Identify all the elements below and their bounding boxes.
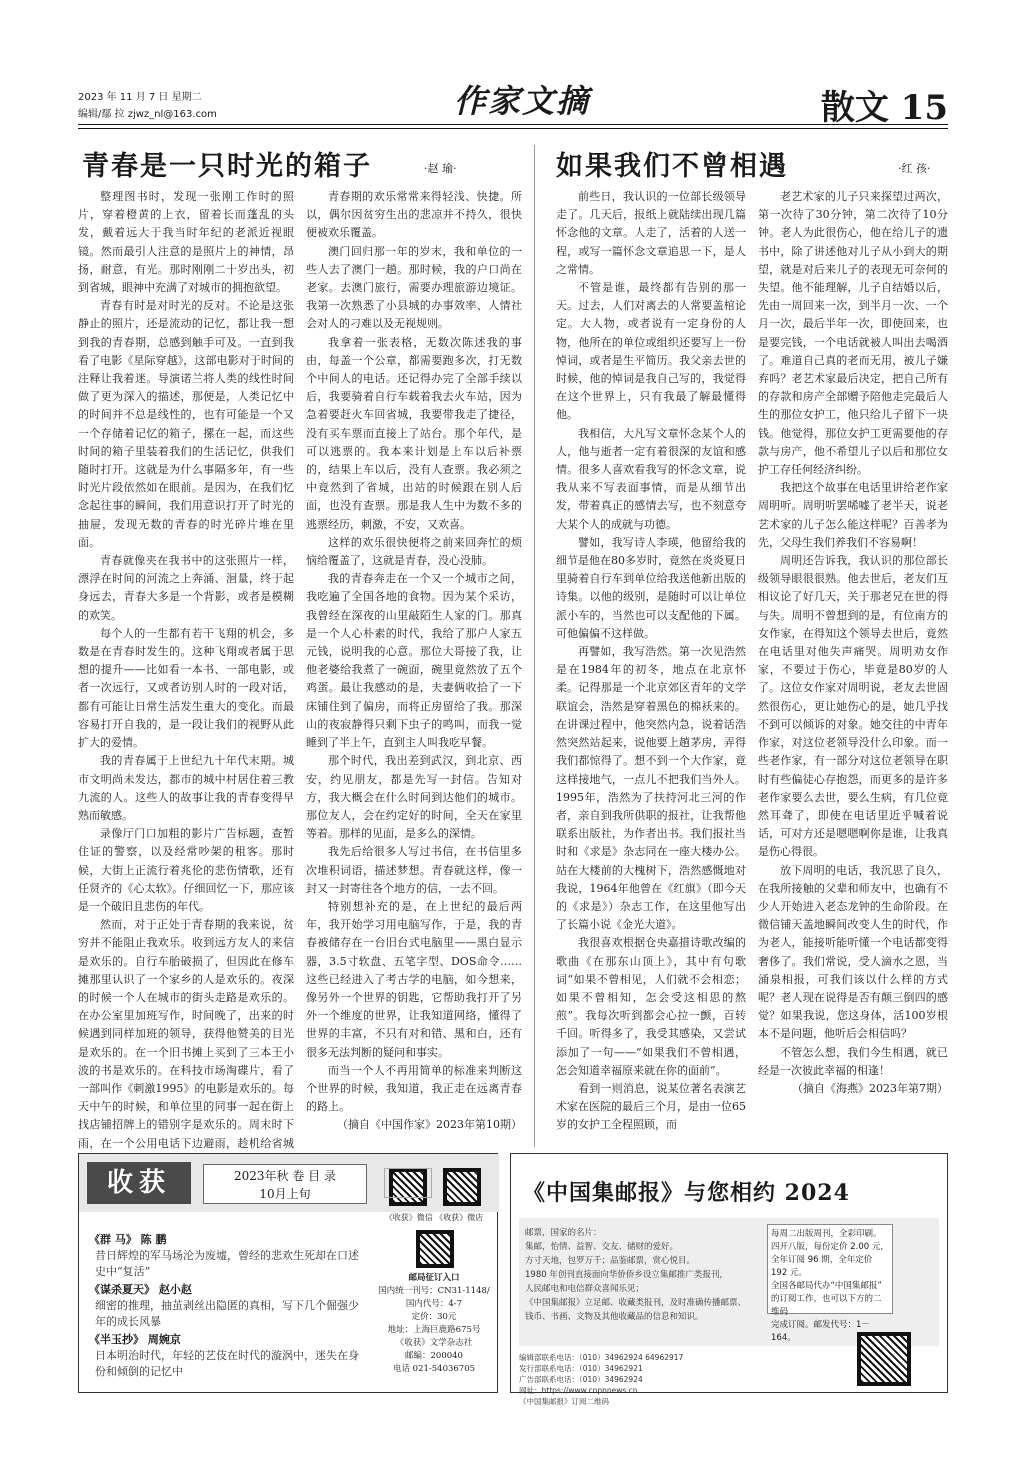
catalog-subtitle: 10月上旬 bbox=[259, 1187, 311, 1201]
stamp-icon bbox=[384, 1168, 432, 1198]
info-line: 方寸天地，包罗万千；品鉴邮票，赏心悦目。 bbox=[525, 1256, 696, 1266]
catalog-title: 2023年秋 卷 目 录 bbox=[234, 1169, 336, 1183]
page-header bbox=[78, 82, 948, 128]
info-line: 集邮，怡情、益智、交友、储财的爱好。 bbox=[525, 1242, 679, 1252]
header-rule bbox=[78, 124, 948, 125]
info-line: 网址：https://www.cnpnnews.cn bbox=[519, 1386, 638, 1395]
paragraph: 再譬如，我写浩然。第一次见浩然是在1984年的初冬，地点在北京怀柔。记得那是一个北京郊区青年的文学联谊会，浩然是穿着黑色的棉袄来的。在讲课过程中，他突然内急，说着话浩然突然站起来，说他要上趟茅房，弄得我们都惊得了。想不到一个大作家，竟这样接地气，一点儿不把我们当外人。1995年，浩然为了扶持河北三河的作者，亲自到我所供职的报社，让我帮他联系出版社，为作者出书。我们报社当时和《求是》杂志同在一座大楼办公。站在大楼前的大槐树下，浩然感慨地对我说，1964年他曾在《红旗》（即今天的《求是》）杂志工作，在这里他写出了长篇小说《金光大道》。 bbox=[556, 645, 746, 932]
paragraph: 我很喜欢根据仓央嘉措诗歌改编的歌曲《在那东山顶上》，其中有句歌词“如果不曾相见，人们就不会相恋；如果不曾相知，怎会受这相思的熬煎”。我每次听到都会心拉一颤，百转千回。听得多了，我受其感染，又尝试添加了一句——“如果我们不曾相遇，怎会知道幸福原来就在你的面前”。 bbox=[556, 936, 746, 1077]
post-qr-caption: 邮局征订入口 bbox=[408, 1273, 460, 1283]
info-line: 定价：30元 bbox=[411, 1312, 457, 1322]
info-line: 完成订阅。邮发代号：1－164。 bbox=[771, 1320, 870, 1343]
paragraph: 不管是谁，最终都有告别的那一天。过去，人们对离去的人常要盖棺论定。大人物，或者说有一定身份的人物，他所在的单位或组织还要写上一份悼词，或者是生平简历。我父亲去世的时候，他的悼词是我自己写的，我觉得在这个世界上，只有我最了解最懂得他。 bbox=[556, 281, 746, 422]
left-article-column-2 bbox=[306, 188, 522, 1146]
paragraph: 然而，对于正处于青春期的我来说，贫穷并不能阻止我欢乐。收到远方友人的来信是欢乐的。自行车胎破损了，但因此在修车摊那里认识了一个家乡的人是欢乐的。夜深的时候一个人在城市的街头走路是欢乐的。在办公室里加班写作，时间晚了，出来的时候遇到同样加班的领导，获得他赞美的目光是欢乐的。在一个旧书摊上买到了三本王小波的书是欢乐的。在科技市场淘碟片，看了一部叫作《刺激1995》的电影是欢乐的。每天中午的时候，和单位里的同事一起在街上找店铺招牌上的错别字是欢乐的。周末时下雨，在一个公用电话下边避雨，趁机给省城 bbox=[78, 918, 294, 1150]
paragraph: 我把这个故事在电话里讲给老作家周明听。周明听罢唏嘘了老半天，说老艺术家的儿子怎么能这样呢？百善孝为先，父母生我们养我们不容易啊！ bbox=[758, 481, 948, 549]
article-source: （摘自《海燕》2023年第7期） bbox=[792, 1081, 948, 1095]
paragraph: 每个人的一生都有若干飞翔的机会，多数是在青春时发生的。这种飞翔或者属于思想的提升——比如看一本书、一部电影，或者一次远行，又或者访别人时的一段对话，都有可能让日常生活发生重大的变化。而最容易打开自我的，是一段让我们的视野从此扩大的爱情。 bbox=[78, 626, 294, 750]
publication-details bbox=[375, 1285, 493, 1376]
paragraph: 我的青春属于上世纪九十年代末期。城市文明尚未发达，都市的城中村居住着三教九流的人。这些人的故事让我的青春变得早熟而敏感。 bbox=[78, 754, 294, 822]
paragraph: 澳门回归那一年的岁末，我和单位的一些人去了澳门一趟。那时候，我的户口尚在老家。去澳门旅行，需要办理旅游边境证。我第一次熟悉了小县城的办事效率、人情社会对人的刁难以及无视规则。 bbox=[306, 244, 522, 331]
paragraph: 老艺术家的儿子只来探望过两次，第一次待了30分钟，第二次待了10分钟。老人为此很伤心，他在给儿子的遗书中，除了讲述他对儿子从小到大的期望，就是对后来儿子的表现无可奈何的失望。他不能理解，儿子自结婚以后，先由一周回来一次，到半月一次、一个月一次，最后半年一次，即使回来，也是要完钱，一个电话就被人叫出去喝酒了。难道自己真的老而无用，被儿子嫌弃吗？老艺术家最后决定，把自己所有的存款和房产全部赠予陪他走完最后人生的那位女护工，他只给儿子留下一块钱。他觉得，那位女护工更需要他的存款与房产，他不希望儿子以后和那位女护工存任何经济纠纷。 bbox=[758, 190, 948, 477]
paragraph: 青春期的欢乐常常来得轻浅、快捷。所以，偶尔因贫穷生出的悲凉并不持久，很快便被欢乐覆盖。 bbox=[306, 190, 522, 240]
left-article-byline: ·赵 瑜· bbox=[424, 162, 457, 175]
info-line: 钱币、书画、文物及其他收藏品的信息和知识。 bbox=[525, 1312, 704, 1322]
paragraph: 特别想补充的是，在上世纪的最后两年，我开始学习用电脑写作，于是，我的青春被储存在一台旧台式电脑里——黑白显示器，3.5寸软盘、五笔字型、DOS命令……这些已经进入了考古学的电脑，如今想来，像另外一个世界的钥匙，它帮助我打开了另外一个维度的世界，让我知道网络，懂得了世界的丰富，不只有对和错、黑和白，还有很多无法判断的疑问和事实。 bbox=[306, 899, 522, 1059]
paragraph: 放下周明的电话，我沉思了良久，在我所接触的父辈和师友中，也确有不少人开始进入老态龙钟的生命阶段。在微信铺天盖地瞬间改变人生的时代，作为老人，能接听能听懂一个电话都变得奢侈了。我们常说，受人滴水之恩，当涌泉相报，可我们该以什么样的方式呢？老人现在说得是否有颠三倒四的感觉？如果我说，您这身体，活100岁根本不是问题，他听后会相信吗？ bbox=[758, 863, 948, 1041]
right-article-title: 如果我们不曾相遇 bbox=[556, 151, 788, 182]
editor-line: 编辑/鄢 拉 zjwz_nl@163.com bbox=[78, 109, 217, 120]
info-line: 的订阅工作，也可以下方的二维码 bbox=[771, 1294, 882, 1317]
section-label: 散文 15 bbox=[820, 88, 948, 128]
catalog-list bbox=[89, 1230, 365, 1380]
paragraph: 青春就像夹在我书中的这张照片一样，漂浮在时间的河流之上奔涌、洄量，终于起身远去，青春大多是一个背影，或者是模糊的欢笑。 bbox=[78, 554, 294, 622]
info-line: 《收获》文学杂志社 bbox=[395, 1338, 473, 1348]
info-line: 地址：上海巨鹿路675号 bbox=[387, 1325, 481, 1335]
info-line: 国内统一刊号：CN31-1148/ bbox=[378, 1286, 490, 1296]
catalog-item-desc: 细密的推理，抽茧剥丝出隐匿的真相，写下几个倔强少年的成长风暴 bbox=[95, 1299, 359, 1328]
info-line: 四开八版，每份定价 2.00 元， bbox=[771, 1242, 889, 1252]
paragraph: 青春有时是对时光的反对。不论是这张静止的照片，还是流动的记忆，都让我一想到我的青春期，总感到触手可及。一直到我看了电影《星际穿越》，这部电影对于时间的注释让我着迷。导演诺兰将人类的线性时间做了更为深入的描述，那便是，人类记忆中的时间并不总是线性的，也有可能是一个又一个存储着记忆的箱子，摞在一起，而这些时间的箱子里装着我们的生活记忆，供我们随时打开。这就是为什么事隔多年，有一些时光片段依然如在眼前。是因为，在我们忆念起往事的瞬间，我们用意识打开了时光的抽屉，发现无数的青春的时光碎片堆在里面。 bbox=[78, 299, 294, 549]
paragraph: 我先后给很多人写过书信，在书信里多次堆积词语，描述梦想。青春就这样，像一封又一封寄往各个地方的信，一去不回。 bbox=[306, 845, 522, 895]
stamp-ad-price bbox=[767, 1224, 893, 1343]
info-line: 《中国集邮报》立足邮、收藏类报刊，及时准确传播邮票、 bbox=[525, 1298, 747, 1308]
publication-info bbox=[375, 1272, 493, 1376]
shouhuo-ad bbox=[78, 1153, 498, 1393]
info-line: 广告部联系电话：（010）34962924 bbox=[519, 1375, 643, 1384]
info-line: 电话 021-54036705 bbox=[392, 1364, 476, 1374]
article-source: （摘自《中国作家》2023年第10期） bbox=[337, 1118, 522, 1132]
catalog-title-box bbox=[203, 1164, 367, 1204]
info-line: 全年订阅 96 期，全年定价 192 元。 bbox=[771, 1255, 873, 1278]
paragraph: 我相信，大凡写文章怀念某个人的人，他与逝者一定有着很深的友谊和感情。很多人喜欢看我写的怀念文章，说我从来不写表面事情，而是从细节出发，带着真正的感情去写，也不刻意夸大某个人的成就与功德。 bbox=[556, 426, 746, 531]
shouhuo-logo: 收获 bbox=[87, 1162, 191, 1204]
stamp-ad-headline: 《中国集邮报》与您相约 2024 bbox=[523, 1180, 850, 1206]
header-rule-thin bbox=[78, 128, 948, 129]
catalog-item-desc: 昔日辉煌的军马场沦为废墟，曾经的悲欢生死却在口述史中“复活” bbox=[95, 1249, 359, 1278]
subscribe-qr-icon[interactable] bbox=[857, 1332, 911, 1386]
info-line: 全国各邮局代办“中国集邮报” bbox=[771, 1281, 882, 1291]
info-line: 每周二出版周刊，全彩印刷。 bbox=[771, 1229, 882, 1239]
catalog-item-title: 《半玉抄》 周婉京 bbox=[89, 1333, 181, 1346]
paragraph: 整理图书时，发现一张刚工作时的照片，穿着橙黄的上衣，留着长而蓬乱的头发，戴着远大于我当时年纪的老派近视眼镜。然而最引人注意的是照片上的神情，昂扬，耐意，有光。那时刚刚二十岁出头，初到省城，眼神中充满了对城市的拥抱欲望。 bbox=[78, 190, 294, 295]
catalog-item-title: 《群 马》 陈 鹏 bbox=[89, 1233, 167, 1246]
paragraph: 前些日，我认识的一位部长级领导走了。几天后，报纸上就陆续出现几篇怀念他的文章。人走了，活着的人送一程，或写一篇怀念文章追思一下，是人之常情。 bbox=[556, 190, 746, 276]
info-line: 人民邮电和电信群众喜闻乐见； bbox=[525, 1284, 645, 1294]
issue-date: 2023 年 11 月 7 日 星期二 bbox=[78, 92, 202, 103]
paragraph: 而当一个人不再用简单的标准来判断这个世界的时候，我知道，我正走在远离青春的路上。 bbox=[306, 1063, 522, 1114]
info-line: 邮票，国家的名片： bbox=[525, 1228, 602, 1238]
info-line: 邮编：200040 bbox=[405, 1351, 463, 1361]
column-divider bbox=[534, 145, 535, 1147]
paragraph: 譬如，我写诗人李瑛，他留给我的细节是他在80多岁时，竟然在炎炎夏日里骑着自行车到单位给我送他新出版的诗集。以他的级别，是随时可以让单位派小车的，当然也可以支配他的下属。可他偏偏不这样做。 bbox=[556, 535, 746, 640]
paragraph: 我的青春奔走在一个又一个城市之间，我吃遍了全国各地的食物。因为某个采访，我曾经在深夜的山里敲陌生人家的门。那真是一个人心朴素的时代，我给了那户人家五元钱，说明我的心意。那位大哥接了我，让他老婆给我煮了一碗面，碗里竟然放了五个鸡蛋。最让我感动的是，夫妻俩收拾了一下床铺住到了偏房，而将正房留给了我。那深山的夜寂静得只剩下虫子的鸣叫，而我一觉睡到了半上午，直到主人叫我吃早餐。 bbox=[306, 572, 522, 750]
paragraph: 录像厅门口加粗的影片广告标题，查暂住证的警察，以及经常吵架的租客。那时候，大街上正流行着兆伦的悲伤情歌，还有任贤齐的《心太软》。仔细回忆一下，那应该是一个破旧且悲伤的年代。 bbox=[78, 827, 294, 913]
paragraph: 周明还告诉我，我认识的那位部长级领导眼很很熟。他去世后，老友们互相议论了好几天，关于那老兄在世的得与失。周明不曾想到的是，有位南方的女作家，在得知这个领导去世后，竟然在电话里对他失声痛哭。周明劝女作家，不要过于伤心，毕竟是80岁的人了。这位女作家对周明说，老友去世固然很伤心，更让她伤心的是，她几乎找不到可以倾诉的对象。她交往的中青年作家，对这位老领导没什么印象。而一些老作家，有一部分对这位老领导在职时有些偏徒心存抱怨，而更多的是许多老作家要么去世，要么生病，有几位竟然耳聋了，即使在电话里近乎喊着说话，可对方还是嗯嗯啊你是谁，让我真是伤心得很。 bbox=[758, 554, 948, 859]
info-line: 国内代号：4-7 bbox=[405, 1299, 463, 1309]
left-article-column-1 bbox=[78, 188, 294, 1150]
right-article-column-1 bbox=[556, 188, 746, 1146]
right-article-byline: ·红 孩· bbox=[898, 162, 931, 175]
stamp-ad-contacts bbox=[519, 1352, 849, 1407]
paragraph: 那个时代，我出差到武汉，到北京、西安，约见朋友，都是先写一封信。告知对方，我大概会在什么时间到达他们的城市。那位友人，会在约定好的时间，全天在家里等着。那样的见面，是多么的深情。 bbox=[306, 754, 522, 841]
paragraph: 这样的欢乐很快便将之前来回奔忙的烦恼给覆盖了，这就是青春，没心没肺。 bbox=[306, 535, 522, 568]
right-article-column-2 bbox=[758, 188, 948, 1146]
qr-caption: 《收获》微信 《收获》微店 bbox=[384, 1213, 484, 1222]
info-line: 发行部联系电话：（010）34962921 bbox=[519, 1364, 643, 1373]
post-office-qr-icon[interactable] bbox=[416, 1230, 454, 1268]
info-line: 《中国集邮报》订阅二维码 bbox=[519, 1397, 609, 1406]
paragraph: 不管怎么想，我们今生相遇，就已经是一次彼此幸福的相逢！ bbox=[758, 1045, 948, 1077]
catalog-item-title: 《谋杀夏天》 赵小赵 bbox=[89, 1283, 192, 1296]
stamp-ad-intro bbox=[525, 1226, 763, 1324]
masthead: 作家文摘 bbox=[454, 82, 591, 120]
left-article-title: 青春是一只时光的箱子 bbox=[82, 151, 372, 182]
paragraph: 看到一则消息，说某位著名表演艺术家在医院的最后三个月，是由一位65岁的女护工全程照顾，而 bbox=[556, 1081, 746, 1132]
info-line: 1980 年创刊直接面向华侨侨乡设立集邮推广类报刊， bbox=[525, 1270, 728, 1280]
stamp-ad-body bbox=[519, 1218, 939, 1346]
info-line: 编辑部联系电话：（010）34962924 64962917 bbox=[519, 1353, 684, 1362]
stamp-newspaper-ad bbox=[510, 1153, 948, 1406]
shop-qr-icon[interactable] bbox=[443, 1168, 481, 1206]
catalog-item-desc: 日本明治时代，年轻的艺伎在时代的漩涡中，迷失在身份和倾倒的记忆中 bbox=[95, 1349, 359, 1378]
paragraph: 我拿着一张表格，无数次陈述我的事由，每盖一个公章，都需要跑多次，打无数个中间人的电话。还记得办完了全部手续以后，我要骑着自行车载着我去火车站，因为急着要赶火车回省城，我要带我走了捷径，没有买车票而直接上了站台。那个年代，是可以逃票的。我本来计划是上车以后补票的，结果上车以后，没有人查票。我必须之中竟然到了省城，出站的时候跟在别人后面，也没有查票。那是我人生中为数不多的逃票经历，刺激，不安，又欢喜。 bbox=[306, 335, 522, 531]
